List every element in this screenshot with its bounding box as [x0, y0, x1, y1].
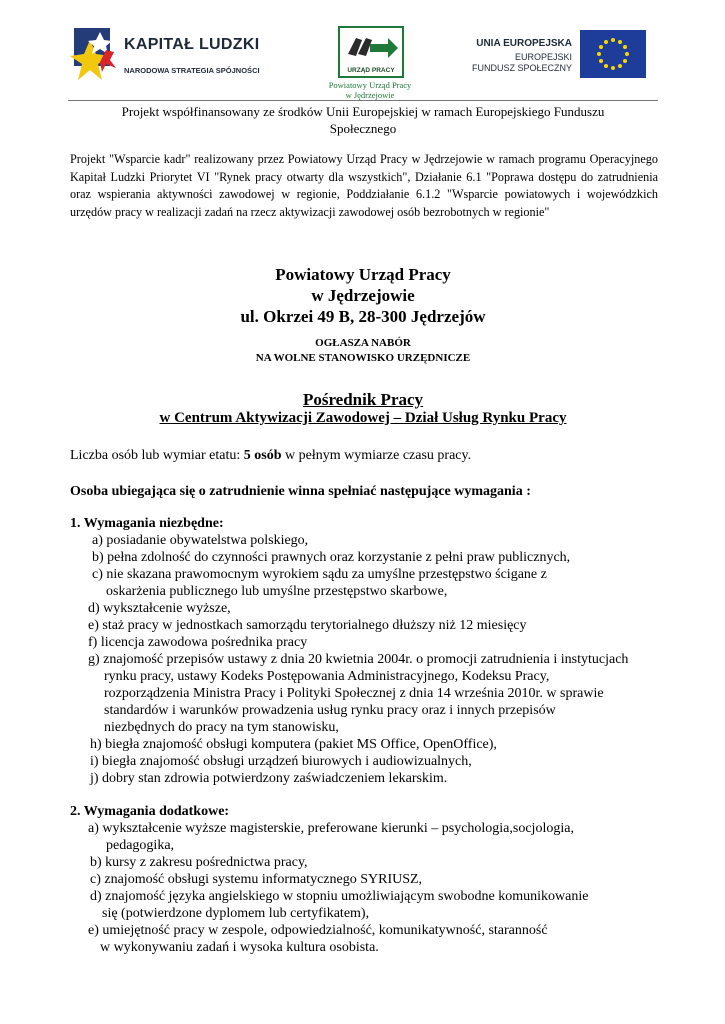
announcement-line-2: NA WOLNE STANOWISKO URZĘDNICZE	[255, 352, 471, 364]
urzad-pracy-badge-text: URZĄD PRACY	[347, 67, 395, 74]
required-item: g) znajomość przepisów ustawy z dnia 20 kwietnia 2004r. o promocji zatrudnienia i instytucjach	[88, 652, 629, 667]
required-item: j) dobry stan zdrowia potwierdzony zaświadczeniem lekarskim.	[90, 771, 448, 786]
cofinance-line-2: Społecznego	[329, 120, 397, 136]
required-item: b) pełna zdolność do czynności prawnych oraz korzystanie z pełni praw publicznych,	[92, 550, 571, 565]
office-heading	[68, 264, 658, 327]
urzad-pracy-caption-2: w Jędrzejowie	[345, 90, 395, 100]
staff-count-suffix: w pełnym wymiarze czasu pracy.	[281, 448, 472, 463]
kapital-ludzki-subtitle: NARODOWA STRATEGIA SPÓJNOŚCI	[124, 66, 260, 75]
ue-line-3: FUNDUSZ SPOŁECZNY	[471, 63, 572, 73]
required-item-cont: rozporządzenia Ministra Pracy i Polityki Społecznej z dnia 14 września 2010r. w sprawie	[104, 686, 604, 701]
position-unit: w Centrum Aktywizacji Zawodowej – Dział Usług Rynku Pracy	[159, 410, 567, 426]
additional-heading: 2. Wymagania dodatkowe:	[70, 804, 230, 819]
required-item-cont: standardów i warunków prowadzenia usług rynku pracy oraz i innych przepisów	[104, 703, 556, 718]
required-item: a) posiadanie obywatelstwa polskiego,	[92, 533, 309, 548]
eu-flag-icon	[580, 30, 646, 78]
office-name: Powiatowy Urząd Pracy	[275, 265, 451, 284]
urzad-pracy-logo	[320, 22, 420, 104]
additional-item-cont: w wykonywaniu zadań i wysoka kultura osobista.	[100, 940, 379, 955]
office-address: ul. Okrzei 49 B, 28-300 Jędrzejów	[240, 307, 486, 326]
cofinance-line-1: Projekt współfinansowany ze środków Unii Europejskiej w ramach Europejskiego Funduszu	[121, 104, 605, 119]
required-heading: 1. Wymagania niezbędne:	[70, 516, 224, 531]
cofinance-note	[68, 104, 658, 138]
eu-stars-icon	[580, 30, 646, 78]
office-city: w Jędrzejowie	[311, 286, 415, 305]
urzad-pracy-badge	[338, 26, 404, 78]
staff-count-value: 5 osób	[243, 448, 282, 463]
required-item: i) biegła znajomość obsługi urządzeń biurowych i audiowizualnych,	[90, 754, 472, 769]
kapital-ludzki-title: KAPITAŁ LUDZKI	[124, 36, 260, 53]
required-item: d) wykształcenie wyższe,	[88, 601, 231, 616]
additional-item: a) wykształcenie wyższe magisterskie, preferowane kierunki – psychologia,socjologia,	[88, 821, 574, 836]
announcement	[68, 336, 658, 366]
required-item: e) staż pracy w jednostkach samorządu terytorialnego dłuższy niż 12 miesięcy	[88, 618, 527, 633]
ue-line-2: EUROPEJSKI	[514, 52, 572, 62]
required-item-cont: oskarżenia publicznego lub umyślne przestępstwo skarbowe,	[106, 584, 448, 599]
required-item-cont: rynku pracy, ustawy Kodeks Postępowania Administracyjnego, Kodeksu Pracy,	[104, 669, 550, 684]
additional-item-cont: pedagogika,	[106, 838, 175, 853]
required-item: h) biegła znajomość obsługi komputera (pakiet MS Office, OpenOffice),	[90, 737, 497, 752]
additional-item: d) znajomość języka angielskiego w stopniu umożliwiającym swobodne komunikowanie	[90, 889, 589, 904]
urzad-pracy-caption-1: Powiatowy Urząd Pracy	[328, 80, 412, 90]
project-intro: Projekt "Wsparcie kadr" realizowany przez Powiatowy Urząd Pracy w Jędrzejowie w ramach programu Operacyjnego Kapitał Ludzki Priorytet VI "Rynek pracy otwarty dla wszystkich", Działanie 6.1 "Poprawa dostępu do zatrudnienia oraz wspierania aktywności zawodowej w regionie, Poddziałanie 6.1.2 "Wsparcie powiatowych i wojewódzkich urzędów pracy w realizacji zadań na rzecz aktywizacji zawodowej osób bezrobotnych w regionie"	[70, 152, 658, 219]
announcement-line-1: OGŁASZA NABÓR	[315, 337, 411, 349]
position-title: Pośrednik Pracy	[302, 390, 424, 409]
additional-item-cont: się (potwierdzone dyplomem lub certyfikatem),	[102, 906, 370, 921]
hands-arrow-icon	[344, 34, 398, 62]
header-divider	[68, 100, 658, 101]
required-item: f) licencja zawodowa pośrednika pracy	[88, 635, 308, 650]
staff-count-prefix: Liczba osób lub wymiar etatu:	[70, 448, 244, 463]
requirements-intro: Osoba ubiegająca się o zatrudnienie winna spełniać następujące wymagania :	[70, 484, 531, 499]
unia-europejska-logo	[452, 26, 652, 84]
required-item: c) nie skazana prawomocnym wyrokiem sądu za umyślne przestępstwo ścigane z	[92, 567, 547, 582]
staff-count	[70, 447, 471, 464]
required-item-cont: niezbędnych do pracy na tym stanowisku,	[104, 720, 339, 735]
additional-item: c) znajomość obsługi systemu informatycznego SYRIUSZ,	[90, 872, 423, 887]
additional-item: b) kursy z zakresu pośrednictwa pracy,	[90, 855, 308, 870]
kapital-ludzki-star-icon	[70, 22, 122, 94]
additional-item: e) umiejętność pracy w zespole, odpowiedzialność, komunikatywność, staranność	[88, 923, 548, 938]
kapital-ludzki-logo	[70, 22, 300, 94]
ue-line-1: UNIA EUROPEJSKA	[476, 38, 572, 49]
